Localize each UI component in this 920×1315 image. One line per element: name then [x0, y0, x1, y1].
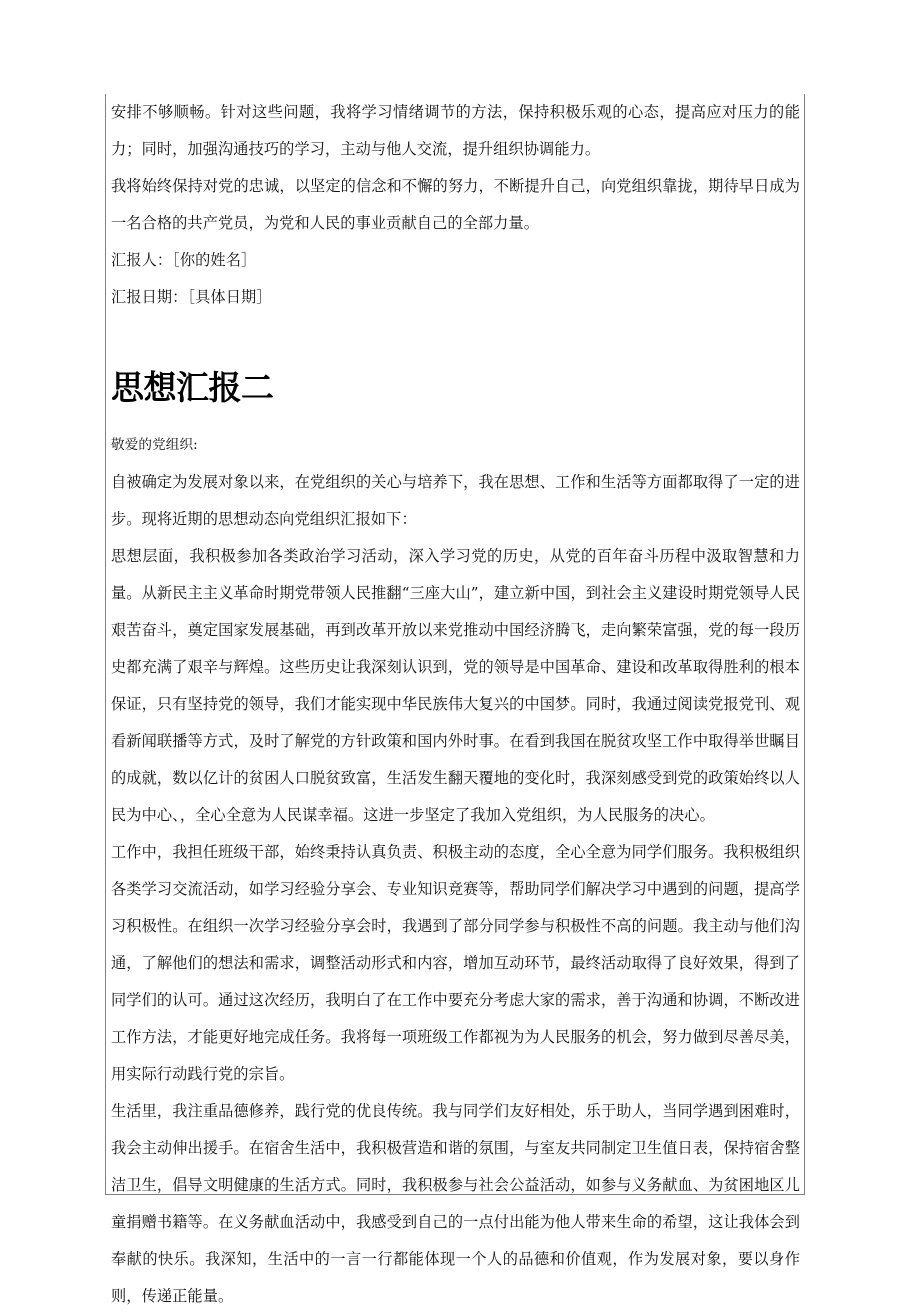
section-two-paragraph-1: 自被确定为发展对象以来，在党组织的关心与培养下，我在思想、工作和生活等方面都取得了一定的进步。现将近期的思想动态向党组织汇报如下： — [111, 473, 800, 528]
section-two-paragraph-2: 思想层面，我积极参加各类政治学习活动，深入学习党的历史，从党的百年奋斗历程中汲取智慧和力量。从新民主主义革命时期党带领人民推翻“三座大山”，建立新中国，到社会主义建设时期党领导人民艰苦奋斗，奠定国家发展基础，再到改革开放以来党推动中国经济腾飞，走向繁荣富强，党的每一段历史都充满了艰辛与辉煌。这些历史让我深刻认识到，党的领导是中国革命、建设和改革取得胜利的根本保证，只有坚持党的领导，我们才能实现中华民族伟大复兴的中国梦。同时，我通过阅读党报党刊、观看新闻联播等方式，及时了解党的方针政策和国内外时事。在看到我国在脱贫攻坚工作中取得举世瞩目的成就，数以亿计的贫困人口脱贫致富，生活发生翻天覆地的变化时，我深刻感受到党的政策始终以人民为中心、，全心全意为人民谋幸福。这进一步坚定了我加入党组织，为人民服务的决心。 — [111, 547, 800, 824]
reporter-name-line: 汇报人：［你的姓名］ — [111, 251, 257, 269]
salutation-line: 敬爱的党组织: — [111, 437, 198, 453]
document-content-frame — [105, 94, 805, 1305]
section-two-heading-wrapper — [111, 365, 800, 411]
report-date-line: 汇报日期：［具体日期］ — [111, 288, 272, 306]
section-two-heading: 思想汇报二 — [111, 368, 274, 407]
section-two-paragraph-4: 生活里，我注重品德修养，践行党的优良传统。我与同学们友好相处，乐于助人，当同学遇到困难时，我会主动伸出援手。在宿舍生活中，我积极营造和谐的氛围，与室友共同制定卫生值日表，保持宿舍整洁卫生，倡导文明健康的生活方式。同时，我积极参与社会公益活动，如参与义务献血、为贫困地区儿童捐赠书籍等。在义务献血活动中，我感受到自己的一点付出能为他人带来生命的希望，这让我体会到奉献的快乐。我深知，生活中的一言一行都能体现一个人的品德和价值观，作为发展对象，要以身作则，传递正能量。 — [111, 1102, 800, 1305]
paragraph-continuation-1: 安排不够顺畅。针对这些问题，我将学习情绪调节的方法，保持积极乐观的心态，提高应对压力的能力；同时，加强沟通技巧的学习，主动与他人交流，提升组织协调能力。 — [111, 103, 800, 158]
paragraph-continuation-2: 我将始终保持对党的忠诚，以坚定的信念和不懈的努力，不断提升自己，向党组织靠拢，期待早日成为一名合格的共产党员，为党和人民的事业贡献自己的全部力量。 — [111, 177, 800, 232]
section-two-paragraph-3: 工作中，我担任班级干部，始终秉持认真负责、积极主动的态度，全心全意为同学们服务。我积极组织各类学习交流活动，如学习经验分享会、专业知识竞赛等，帮助同学们解决学习中遇到的问题，提高学习积极性。在组织一次学习经验分享会时，我遇到了部分同学参与积极性不高的问题。我主动与他们沟通，了解他们的想法和需求，调整活动形式和内容，增加互动环节，最终活动取得了良好效果，得到了同学们的认可。通过这次经历，我明白了在工作中要充分考虑大家的需求，善于沟通和协调，不断改进工作方法，才能更好地完成任务。我将每一项班级工作都视为为人民服务的机会，努力做到尽善尽美，用实际行动践行党的宗旨。 — [111, 843, 800, 1083]
blank-spacer-line — [111, 316, 800, 353]
